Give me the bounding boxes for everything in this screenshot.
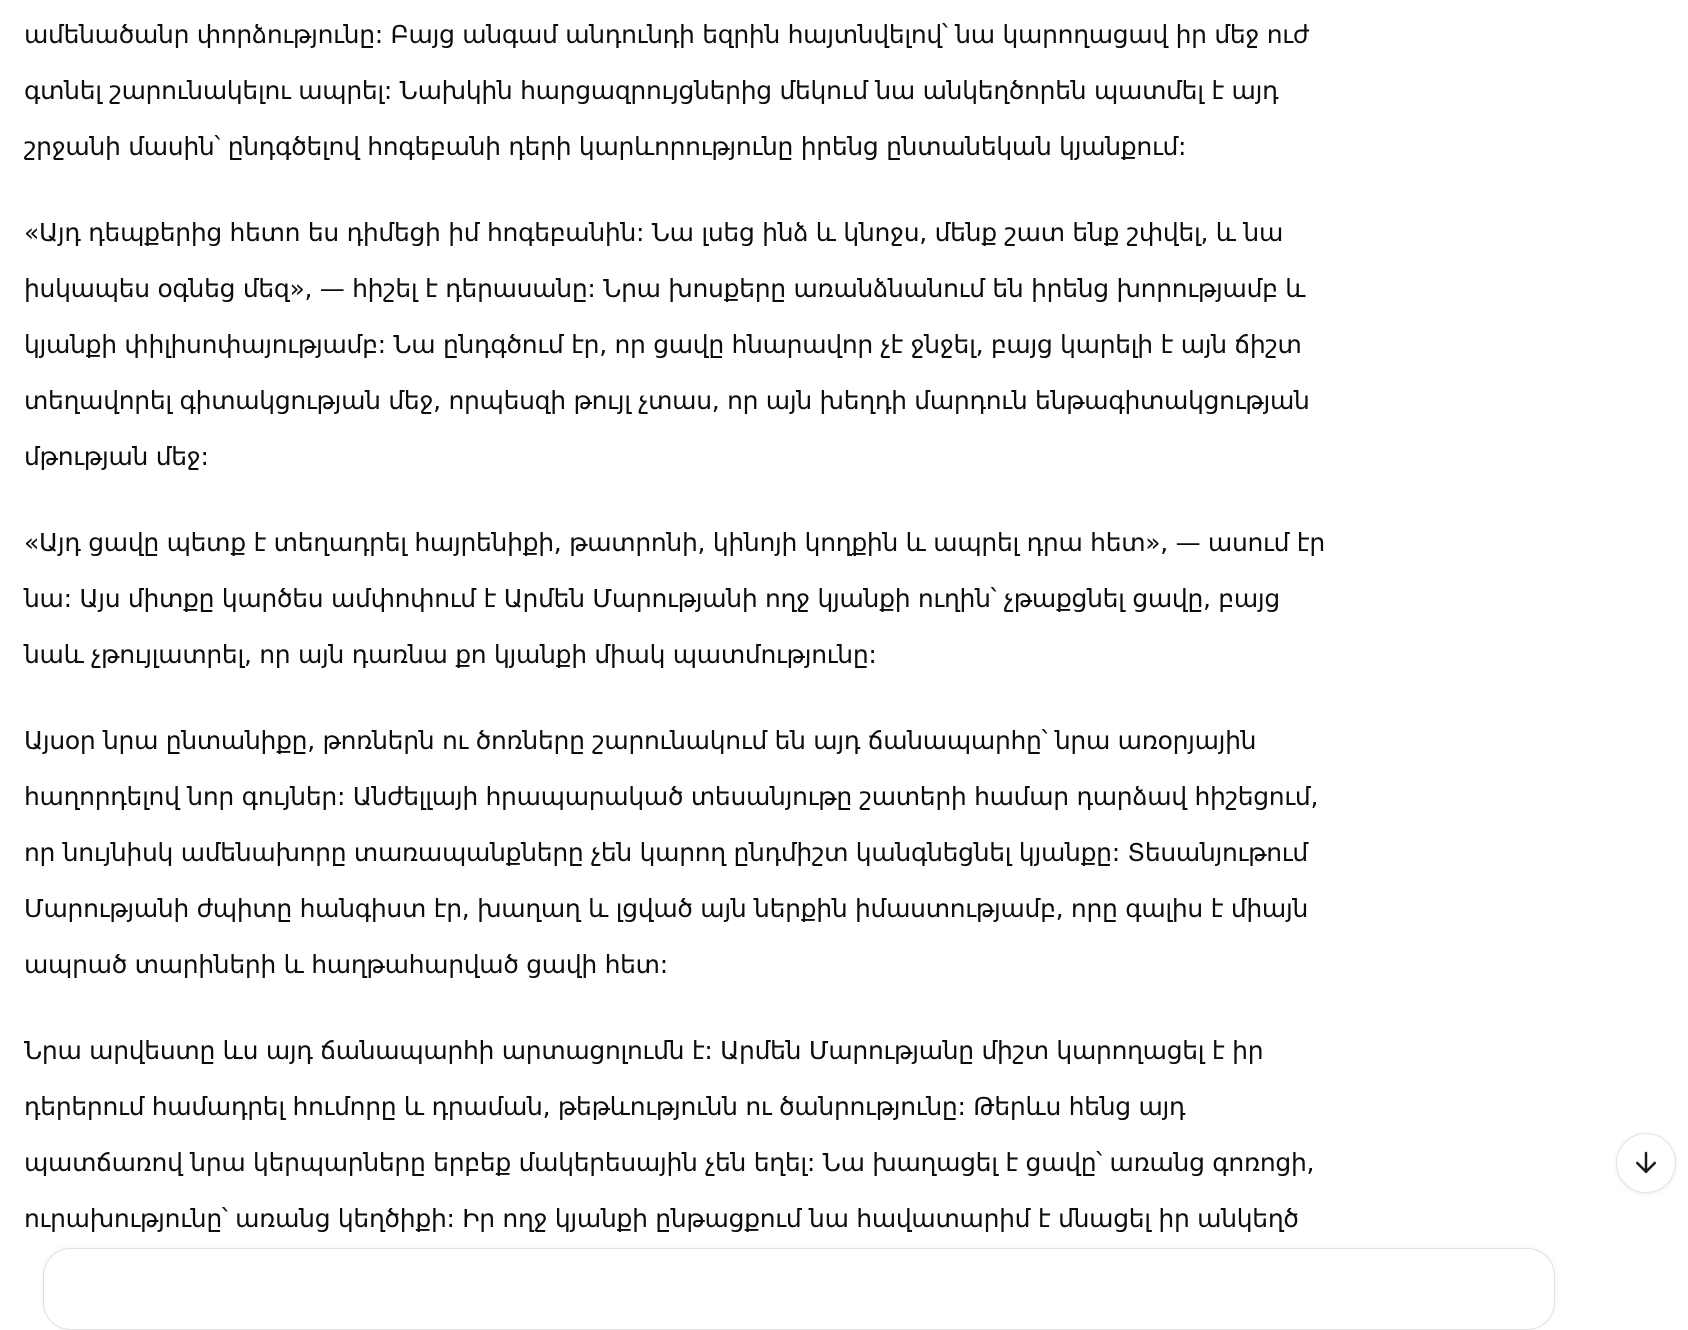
text-line: Նրա արվեստը ևս այդ ճանապարհի արտացոլումն է: Արմեն Մարությանը միշտ կարողացել է իր [24,1036,1264,1065]
text-line: ապրած տարիների և հաղթահարված ցավի հետ: [24,950,668,979]
text-line: Մարությանի ժպիտը հանգիստ էր, խաղաղ և լցված այն ներքին իմաստությամբ, որը գալիս է միայն [24,894,1309,923]
text-line: Այսօր նրա ընտանիքը, թոռներն ու ծոռները շարունակում են այդ ճանապարհը՝ նրա առօրյային [24,726,1257,755]
text-line: շրջանի մասին՝ ընդգծելով հոգեբանի դերի կարևորությունը իրենց ընտանեկան կյանքում: [24,132,1187,161]
text-line: իսկապես օգնեց մեզ», — հիշել է դերասանը: Նրա խոսքերը առանձնանում են իրենց խորությամբ և [24,274,1306,303]
text-line: կյանքի փիլիսոփայությամբ: Նա ընդգծում էր, որ ցավը հնարավոր չէ ջնջել, բայց կարելի է այն ճիշտ [24,330,1302,359]
text-line: տեղավորել գիտակցության մեջ, որպեսզի թույլ չտաս, որ այն խեղդի մարդուն ենթագիտակցության [24,386,1310,415]
text-line: ամենածանր փորձությունը: Բայց անգամ անդունդի եզրին հայտնվելով՝ նա կարողացավ իր մեջ ուժ [24,20,1310,49]
text-line: «Այդ դեպքերից հետո ես դիմեցի իմ հոգեբանին: Նա լսեց ինձ և կնոջս, մենք շատ ենք շփվել, և նա [24,218,1284,247]
paragraph [24,1023,1648,1247]
paragraph [24,515,1648,683]
paragraph [24,713,1648,993]
text-line: գտնել շարունակելու ապրել: Նախկին հարցազրույցներից մեկում նա անկեղծորեն պատմել է այդ [24,76,1279,105]
paragraph [24,205,1648,485]
text-line: հաղորդելով նոր գույներ: Անժելլայի հրապարակած տեսանյութը շատերի համար դարձավ հիշեցում, [24,782,1319,811]
arrow-down-icon [1631,1148,1661,1178]
text-line: ուրախությունը՝ առանց կեղծիքի: Իր ողջ կյանքի ընթացքում նա հավատարիմ է մնացել իր անկեղծ [24,1204,1299,1233]
text-line: որ նույնիսկ ամենախորը տառապանքները չեն կարող ընդմիշտ կանգնեցնել կյանքը: Տեսանյութում [24,838,1308,867]
text-line: նա: Այս միտքը կարծես ամփոփում է Արմեն Մարությանի ողջ կյանքի ուղին՝ չթաքցնել ցավը, բայց [24,584,1280,613]
scroll-to-bottom-button[interactable] [1616,1133,1676,1193]
article-body [24,7,1648,1277]
text-line: «Այդ ցավը պետք է տեղադրել հայրենիքի, թատրոնի, կինոյի կողքին և ապրել դրա հետ», — ասում էր [24,528,1325,557]
text-line: դերերում համադրել հումորը և դրաման, թեթևությունն ու ծանրությունը: Թերևս հենց այդ [24,1092,1186,1121]
paragraph [24,7,1648,175]
text-line: նաև չթույլատրել, որ այն դառնա քո կյանքի միակ պատմությունը: [24,640,877,669]
text-line: պատճառով նրա կերպարները երբեք մակերեսային չեն եղել: Նա խաղացել է ցավը՝ առանց գոռոցի, [24,1148,1315,1177]
text-line: մթության մեջ: [24,442,209,471]
message-composer[interactable] [43,1248,1555,1330]
